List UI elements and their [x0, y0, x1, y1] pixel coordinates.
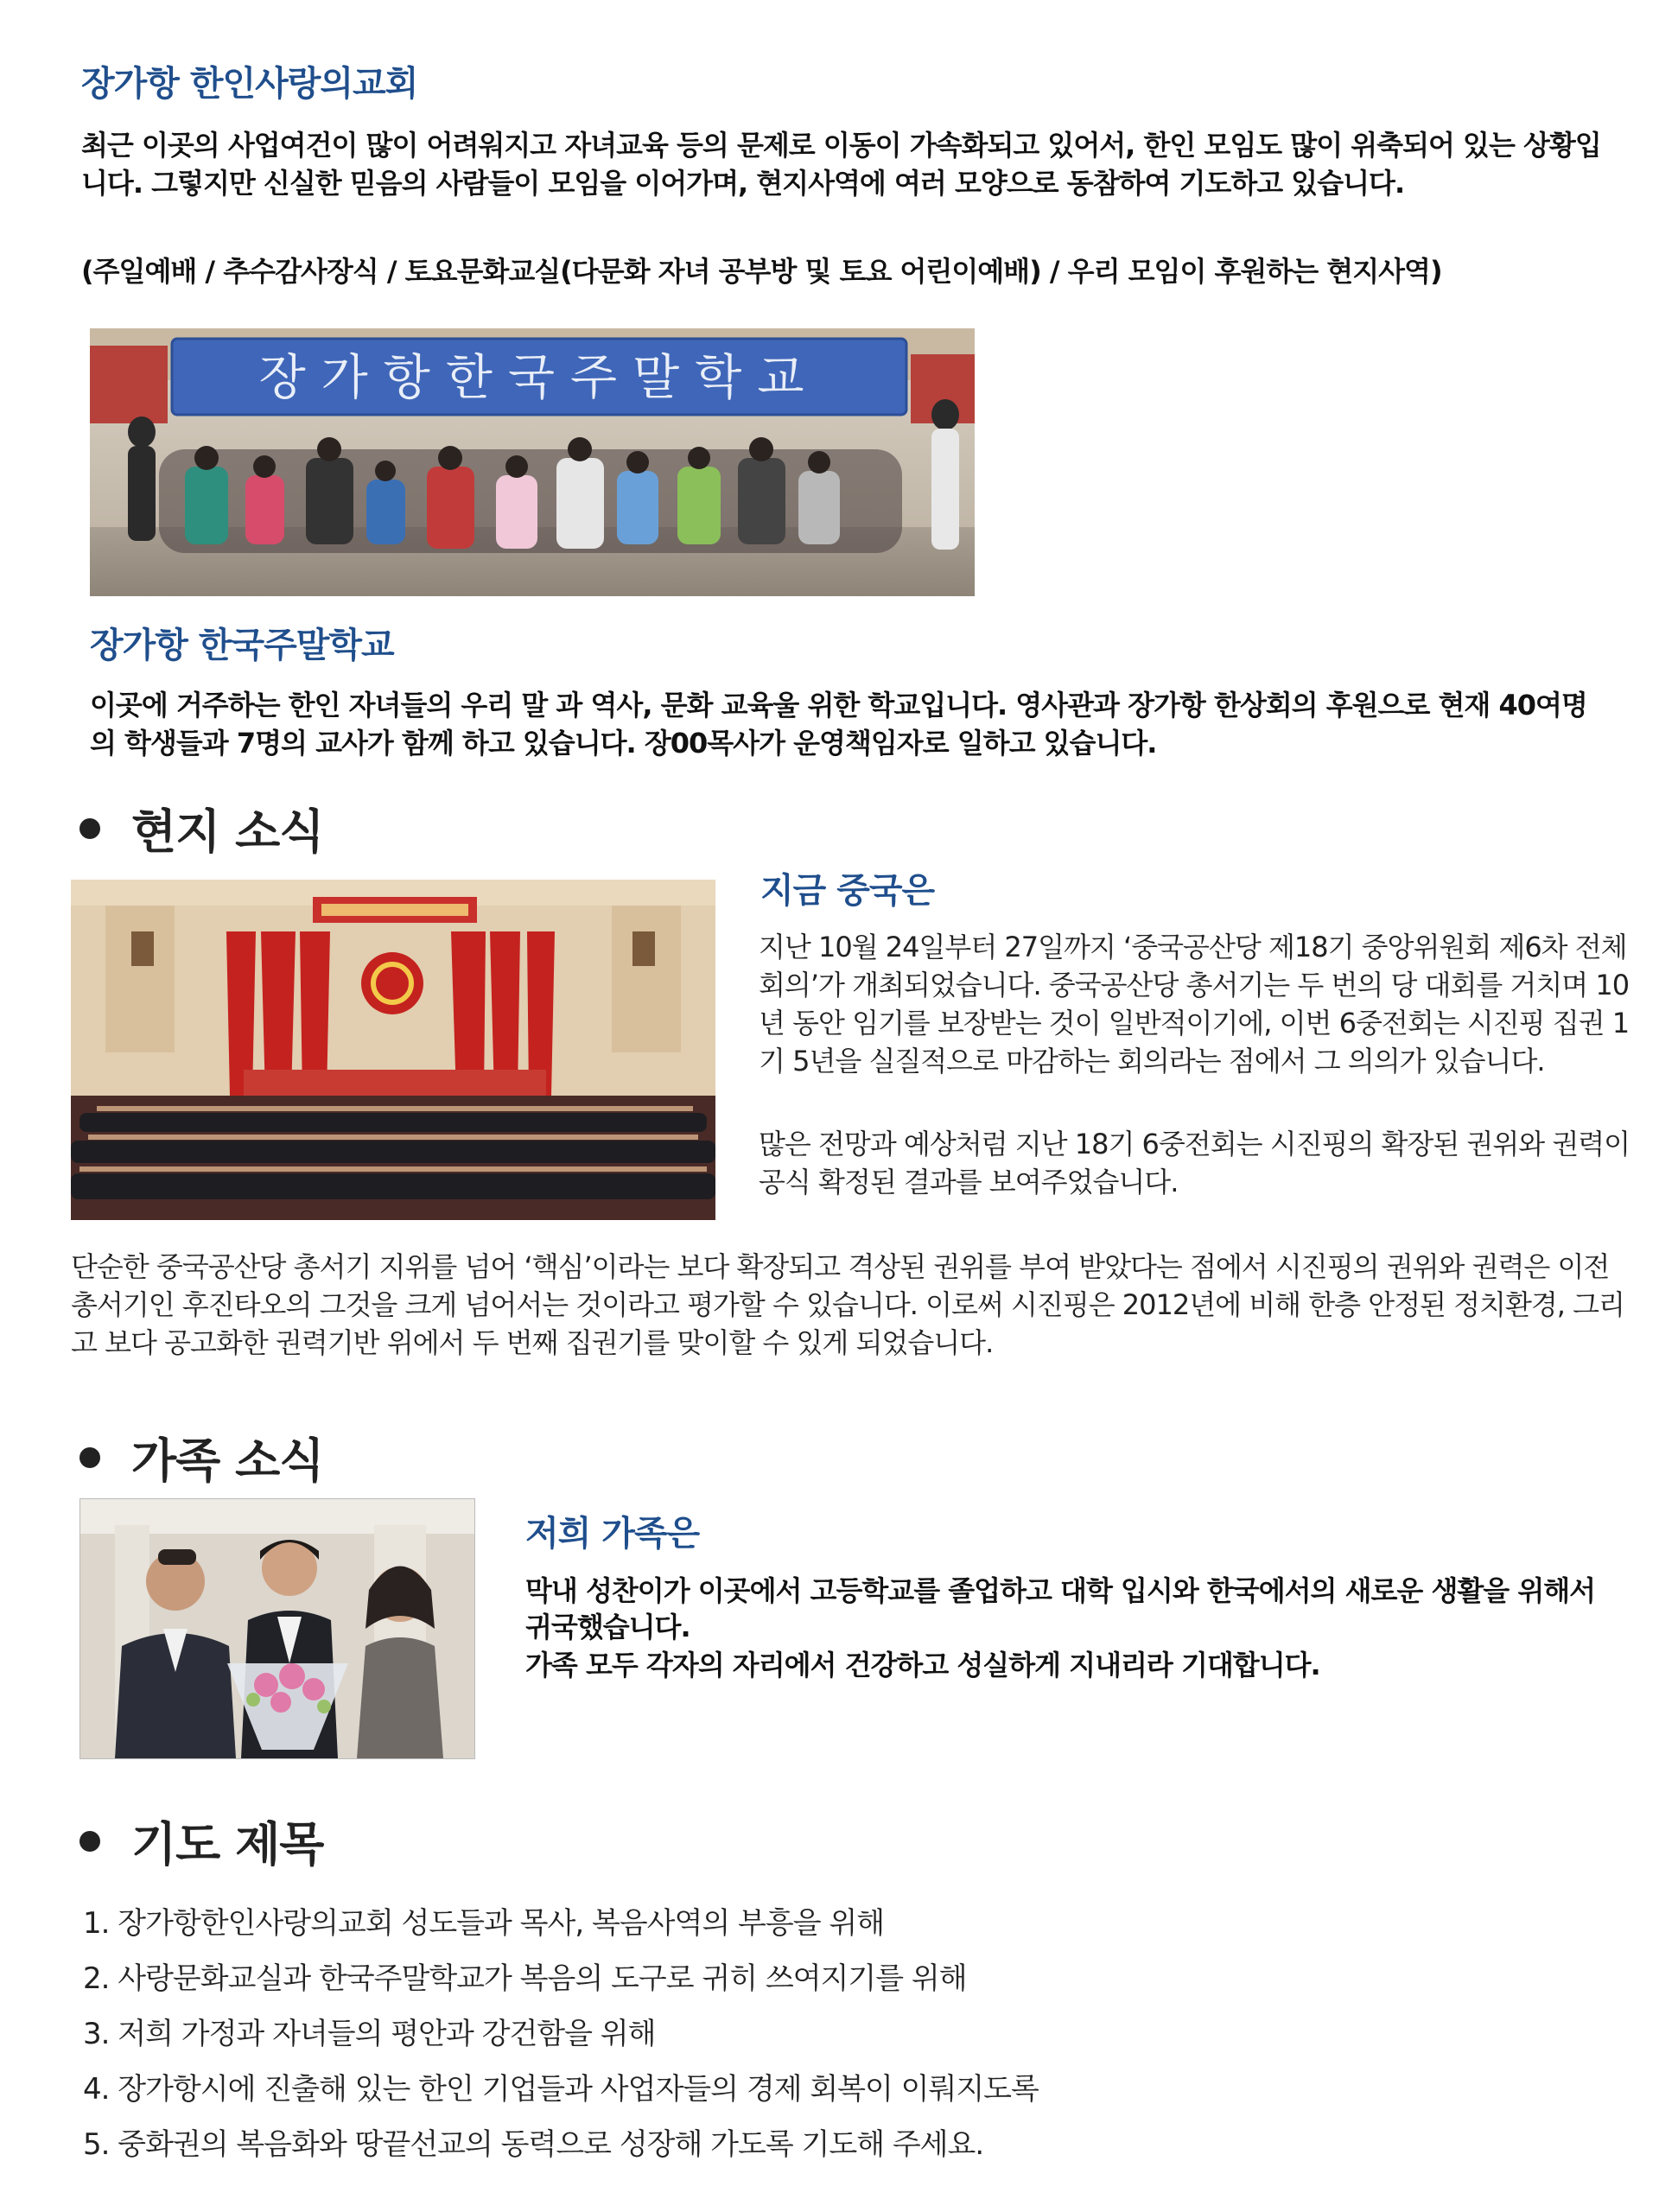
family-news-heading [79, 1424, 323, 1491]
bullet-icon [79, 1447, 100, 1468]
family-photo [79, 1498, 475, 1759]
family-news-paragraph-2: 가족 모두 각자의 자리에서 건강하고 성실하게 지내리라 기대합니다. [525, 1649, 1320, 1681]
family-news-paragraph-1: 막내 성찬이가 이곳에서 고등학교를 졸업하고 대학 입시와 한국에서의 새로운 생활을 위해서 귀국했습니다. [525, 1574, 1596, 1643]
bullet-icon [79, 818, 100, 839]
list-item: 4. 장가항시에 진출해 있는 한인 기업들과 사업자들의 경제 회복이 이뤄지도록 [83, 2072, 1039, 2107]
local-news-paragraph-3: 단순한 중국공산당 총서기 지위를 넘어 ‘핵심’이라는 보다 확장되고 격상된 권위를 부여 받았다는 점에서 시진핑의 권위와 권력은 이전 총서기인 후진타오의 그것을 크게 넘어서는 것이라고 평가할 수 있습니다. 이로써 시진핑은 2012년에 비해 한층 안정된 정치환경, 그리고 보다 공고화한 권력기반 위에서 두 번째 집권기를 맞이할 수 있게 되었습니다. [71, 1250, 1624, 1359]
school-group-photo [90, 328, 975, 596]
family-news-subtitle: 저희 가족은 [525, 1514, 700, 1554]
prayer-heading [79, 1808, 323, 1874]
local-news-paragraph-2: 많은 전망과 예상처럼 지난 18기 6중전회는 시진핑의 확장된 권위와 권력이 공식 확정된 결과를 보여주었습니다. [759, 1128, 1630, 1198]
local-news-paragraph-1: 지난 10월 24일부터 27일까지 ‘중국공산당 제18기 중앙위원회 제6차 전체회의’가 개최되었습니다. 중국공산당 총서기는 두 번의 당 대회를 거치며 10년 동안 임기를 보장받는 것이 일반적이기에, 이번 6중전회는 시진핑 집권 1기 5년을 실질적으로 마감하는 회의라는 점에서 그 의의가 있습니다. [759, 931, 1630, 1077]
banner-text: 장가항한국주말학교 [258, 350, 820, 406]
bullet-icon [79, 1831, 100, 1852]
local-news-heading [79, 795, 323, 861]
list-item: 5. 중화권의 복음화와 땅끝선교의 동력으로 성장해 가도록 기도해 주세요. [83, 2127, 984, 2162]
list-item: 1. 장가항한인사랑의교회 성도들과 목사, 복음사역의 부흥을 위해 [83, 1906, 885, 1941]
prayer-heading-text: 기도 제목 [131, 1817, 324, 1872]
prayer-list [83, 1904, 1621, 2181]
family-news-heading-text: 가족 소식 [131, 1433, 324, 1488]
list-item: 2. 사랑문화교실과 한국주말학교가 복음의 도구로 귀히 쓰여지기를 위해 [83, 1961, 967, 1996]
church-activities: (주일예배 / 추수감사장식 / 토요문화교실(다문화 자녀 공부방 및 토요 어린이예배) / 우리 모임이 후원하는 현지사역) [81, 255, 1442, 288]
plenum-photo [71, 880, 715, 1220]
church-title: 장가항 한인사랑의교회 [81, 64, 418, 104]
local-news-heading-text: 현지 소식 [131, 804, 324, 859]
local-news-subtitle: 지금 중국은 [760, 871, 935, 911]
school-title: 장가항 한국주말학교 [90, 626, 394, 665]
church-paragraph: 최근 이곳의 사업여건이 많이 어려워지고 자녀교육 등의 문제로 이동이 가속화되고 있어서, 한인 모임도 많이 위축되어 있는 상황입니다. 그렇지만 신실한 믿음의 사람들이 모임을 이어가며, 현지사역에 여러 모양으로 동참하여 기도하고 있습니다. [81, 129, 1601, 200]
school-paragraph: 이곳에 거주하는 한인 자녀들의 우리 말 과 역사, 문화 교육울 위한 학교입니다. 영사관과 장가항 한상회의 후원으로 현재 40여명의 학생들과 7명의 교사가 함께 하고 있습니다. 장00목사가 운영책임자로 일하고 있습니다. [90, 689, 1587, 760]
list-item: 3. 저희 가정과 자녀들의 평안과 강건함을 위해 [83, 2017, 656, 2051]
